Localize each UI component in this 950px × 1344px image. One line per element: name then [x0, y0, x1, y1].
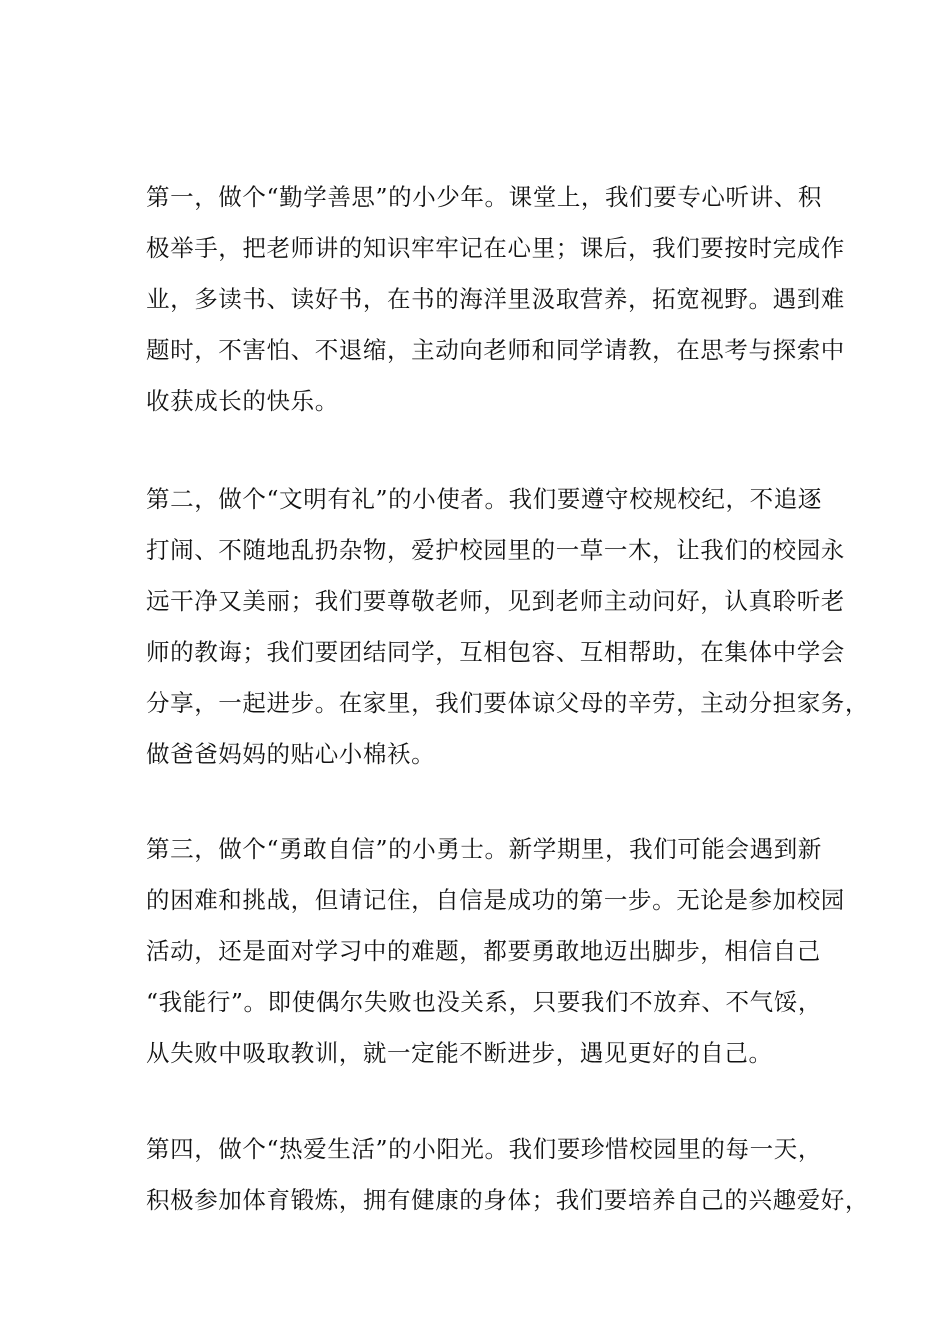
text-line: “我能行”。即使偶尔失败也没关系，只要我们不放弃、不气馁，: [146, 988, 822, 1016]
text-line: 的困难和挑战，但请记住，自信是成功的第一步。无论是参加校园: [146, 886, 845, 914]
text-line: 活动，还是面对学习中的难题，都要勇敢地迈出脚步，相信自己: [146, 937, 821, 965]
text-line: 积极参加体育锻炼，拥有健康的身体；我们要培养自己的兴趣爱好，: [146, 1186, 869, 1214]
text-line: 收获成长的快乐。: [146, 387, 339, 415]
text-line: 做爸爸妈妈的贴心小棉袄。: [146, 740, 436, 768]
paragraph-4: [146, 1124, 869, 1226]
text-line: 师的教诲；我们要团结同学，互相包容、互相帮助，在集体中学会: [146, 638, 845, 666]
text-line: 第三，做个“勇敢自信”的小勇士。新学期里，我们可能会遇到新: [146, 835, 822, 863]
paragraph-1: [146, 172, 845, 427]
text-line: 题时，不害怕、不退缩，主动向老师和同学请教，在思考与探索中: [146, 336, 845, 364]
text-line: 极举手，把老师讲的知识牢牢记在心里；课后，我们要按时完成作: [146, 234, 845, 262]
text-line: 打闹、不随地乱扔杂物，爱护校园里的一草一木，让我们的校园永: [146, 536, 845, 564]
text-line: 从失败中吸取教训，就一定能不断进步，遇见更好的自己。: [146, 1039, 773, 1067]
text-line: 分享，一起进步。在家里，我们要体谅父母的辛劳，主动分担家务，: [146, 689, 869, 717]
paragraph-3: [146, 824, 845, 1079]
text-line: 第一，做个“勤学善思”的小少年。课堂上，我们要专心听讲、积: [146, 183, 822, 211]
text-line: 业，多读书、读好书，在书的海洋里汲取营养，拓宽视野。遇到难: [146, 285, 845, 313]
text-line: 第四，做个“热爱生活”的小阳光。我们要珍惜校园里的每一天，: [146, 1135, 822, 1163]
paragraph-2: [146, 474, 869, 780]
text-line: 远干净又美丽；我们要尊敬老师，见到老师主动问好，认真聆听老: [146, 587, 845, 615]
text-line: 第二，做个“文明有礼”的小使者。我们要遵守校规校纪，不追逐: [146, 485, 822, 513]
